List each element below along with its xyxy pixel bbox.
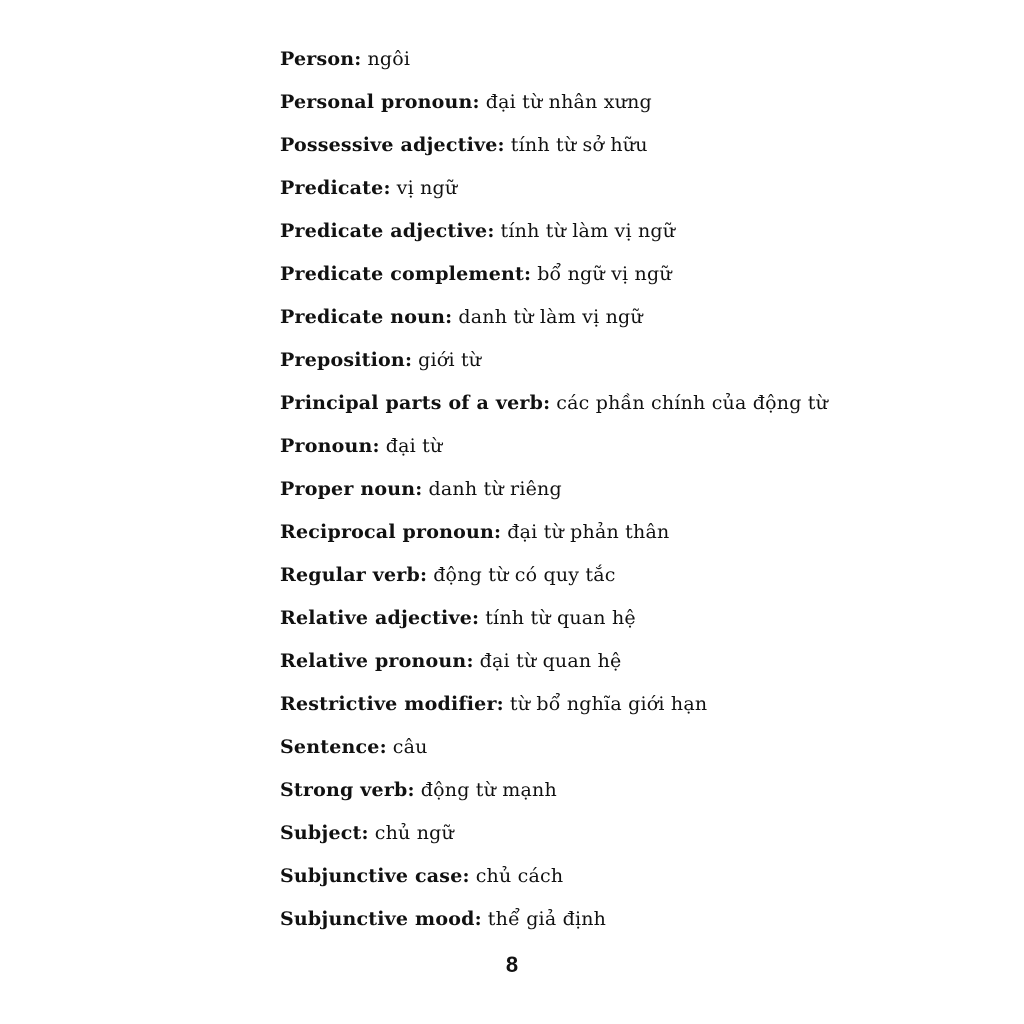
glossary-term: Predicate noun	[280, 306, 446, 328]
glossary-entry	[280, 124, 920, 167]
glossary-term: Strong verb	[280, 779, 408, 801]
glossary-entry	[280, 855, 920, 898]
glossary-entry	[280, 511, 920, 554]
glossary-entry	[280, 167, 920, 210]
glossary-entry	[280, 597, 920, 640]
glossary-definition: động từ mạnh	[420, 779, 557, 801]
glossary-term: Person	[280, 48, 355, 70]
term-separator: :	[419, 564, 428, 586]
glossary-definition: đại từ quan hệ	[479, 650, 622, 672]
glossary-entry	[280, 683, 920, 726]
glossary-list	[280, 38, 920, 941]
glossary-entry	[280, 339, 920, 382]
glossary-term: Possessive adjective	[280, 134, 498, 156]
glossary-entry	[280, 382, 920, 425]
term-separator: :	[379, 736, 387, 758]
glossary-entry	[280, 468, 920, 511]
glossary-entry	[280, 812, 920, 855]
glossary-entry	[280, 769, 920, 812]
term-separator: :	[462, 865, 470, 887]
term-separator: :	[404, 349, 413, 371]
glossary-term: Proper noun	[280, 478, 416, 500]
glossary-definition: đại từ	[385, 435, 443, 457]
glossary-term: Predicate adjective	[280, 220, 488, 242]
glossary-entry	[280, 253, 920, 296]
term-separator: :	[372, 435, 380, 457]
term-separator: :	[523, 263, 532, 285]
glossary-entry	[280, 296, 920, 339]
term-separator: :	[494, 521, 502, 543]
glossary-entry	[280, 81, 920, 124]
term-separator: :	[472, 91, 480, 113]
glossary-entry	[280, 554, 920, 597]
glossary-term: Preposition	[280, 349, 405, 371]
term-separator: :	[361, 822, 369, 844]
glossary-term: Regular verb	[280, 564, 420, 586]
term-separator: :	[407, 779, 415, 801]
glossary-term: Subjunctive mood	[280, 908, 475, 930]
glossary-definition: chủ cách	[475, 865, 564, 887]
glossary-entry	[280, 425, 920, 468]
glossary-definition: danh từ riêng	[428, 478, 562, 500]
glossary-entry	[280, 726, 920, 769]
glossary-definition: câu	[392, 736, 428, 758]
glossary-definition: giới từ	[418, 349, 482, 371]
glossary-definition: động từ có quy tắc	[433, 564, 616, 586]
term-separator: :	[445, 306, 453, 328]
glossary-definition: tính từ sở hữu	[510, 134, 648, 156]
glossary-term: Relative pronoun	[280, 650, 467, 672]
glossary-term: Relative adjective	[280, 607, 472, 629]
term-separator: :	[474, 908, 482, 930]
glossary-entry	[280, 898, 920, 941]
glossary-definition: bổ ngữ vị ngữ	[537, 263, 672, 285]
glossary-definition: chủ ngữ	[374, 822, 454, 844]
glossary-entry	[280, 38, 920, 81]
term-separator: :	[487, 220, 495, 242]
glossary-definition: thể giả định	[487, 908, 607, 930]
glossary-definition: từ bổ nghĩa giới hạn	[509, 693, 708, 715]
glossary-term: Personal pronoun	[280, 91, 473, 113]
glossary-entry	[280, 210, 920, 253]
glossary-term: Sentence	[280, 736, 380, 758]
glossary-term: Pronoun	[280, 435, 373, 457]
term-separator: :	[543, 392, 551, 414]
glossary-definition: các phần chính của động từ	[556, 392, 829, 414]
glossary-definition: tính từ làm vị ngữ	[500, 220, 676, 242]
glossary-term: Subject	[280, 822, 362, 844]
glossary-term: Predicate complement	[280, 263, 524, 285]
glossary-definition: ngôi	[367, 48, 411, 70]
glossary-term: Reciprocal pronoun	[280, 521, 495, 543]
glossary-definition: tính từ quan hệ	[485, 607, 636, 629]
page-number: 8	[505, 952, 519, 977]
term-separator: :	[466, 650, 474, 672]
term-separator: :	[383, 177, 391, 199]
term-separator: :	[415, 478, 423, 500]
term-separator: :	[354, 48, 362, 70]
term-separator: :	[496, 693, 504, 715]
glossary-entry	[280, 640, 920, 683]
glossary-definition: đại từ nhân xưng	[485, 91, 652, 113]
glossary-term: Predicate	[280, 177, 384, 199]
glossary-definition: đại từ phản thân	[507, 521, 670, 543]
glossary-definition: vị ngữ	[396, 177, 458, 199]
term-separator: :	[472, 607, 480, 629]
glossary-term: Principal parts of a verb	[280, 392, 544, 414]
glossary-term: Restrictive modifier	[280, 693, 497, 715]
glossary-term: Subjunctive case	[280, 865, 463, 887]
glossary-definition: danh từ làm vị ngữ	[458, 306, 643, 328]
term-separator: :	[497, 134, 505, 156]
